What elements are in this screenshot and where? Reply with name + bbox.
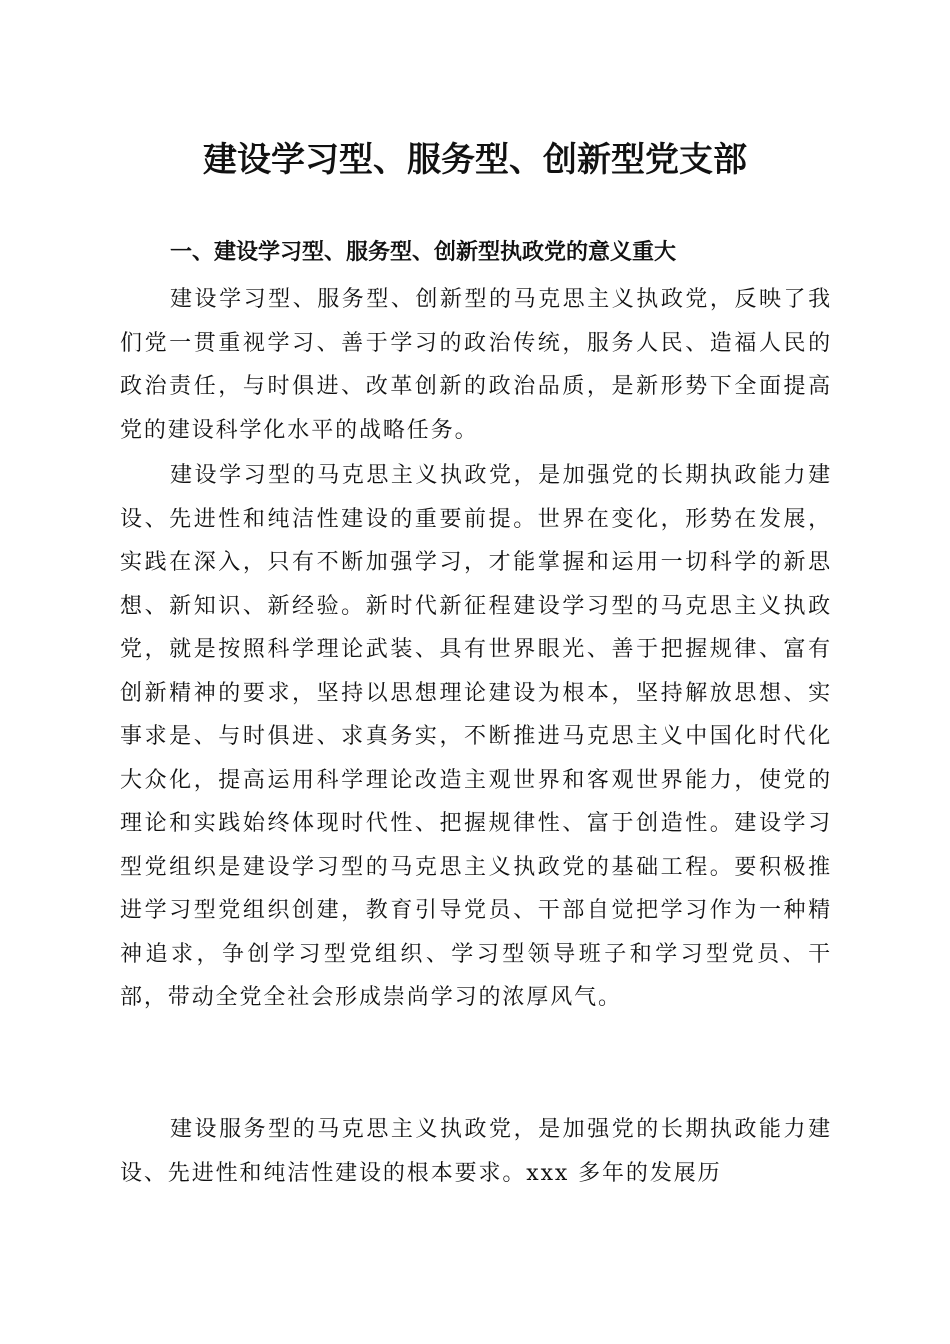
- paragraph-1: 建设学习型、服务型、创新型的马克思主义执政党，反映了我们党一贯重视学习、善于学习的政治传统，服务人民、造福人民的政治责任，与时俱进、改革创新的政治品质，是新形势下全面提高党的建设科学化水平的战略任务。: [120, 287, 832, 443]
- paragraph-2: 建设学习型的马克思主义执政党，是加强党的长期执政能力建设、先进性和纯洁性建设的重要前提。世界在变化，形势在发展，实践在深入，只有不断加强学习，才能掌握和运用一切科学的新思想、新知识、新经验。新时代新征程建设学习型的马克思主义执政党，就是按照科学理论武装、具有世界眼光、善于把握规律、富有创新精神的要求，坚持以思想理论建设为根本，坚持解放思想、实事求是、与时俱进、求真务实，不断推进马克思主义中国化时代化大众化，提高运用科学理论改造主观世界和客观世界能力，使党的理论和实践始终体现时代性、把握规律性、富于创造性。建设学习型党组织是建设学习型的马克思主义执政党的基础工程。要积极推进学习型党组织创建，教育引导党员、干部自觉把学习作为一种精神追求，争创学习型党组织、学习型领导班子和学习型党员、干部，带动全党全社会形成崇尚学习的浓厚风气。: [120, 463, 832, 1010]
- section-heading: 一、建设学习型、服务型、创新型执政党的意义重大: [170, 240, 677, 265]
- document-title: 建设学习型、服务型、创新型党支部: [203, 140, 747, 180]
- paragraph-3: 建设服务型的马克思主义执政党，是加强党的长期执政能力建设、先进性和纯洁性建设的根本要求。xxx 多年的发展历: [120, 1117, 832, 1186]
